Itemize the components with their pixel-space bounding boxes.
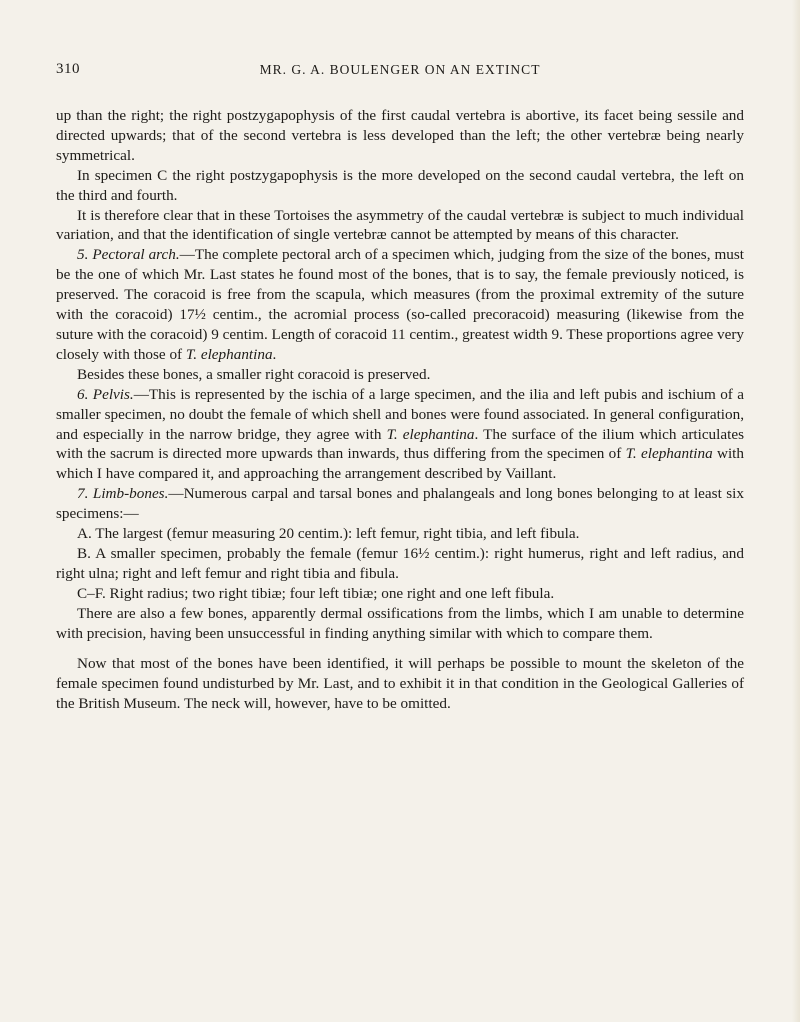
paragraph-dermal-ossifications: There are also a few bones, apparently dermal ossifications from the limbs, which I am unable to determine with precision, having been unsuccessful in finding anything similar with which to compare them. (56, 604, 744, 642)
list-item-a: A. The largest (femur measuring 20 centim.): left femur, right tibia, and left fibula. (77, 525, 580, 543)
page-body (56, 106, 744, 714)
species-name: T. elephantina (625, 445, 713, 463)
running-title: MR. G. A. BOULENGER ON AN EXTINCT (259, 62, 541, 77)
page-header (56, 61, 744, 83)
paragraph-coracoid: Besides these bones, a smaller right coracoid is preserved. (77, 365, 431, 383)
paragraph-specimen-c: In specimen C the right postzygapophysis is the more developed on the second caudal vertebra, the left on the third and fourth. (56, 166, 744, 204)
list-item-b: B. A smaller specimen, probably the female (femur 16½ centim.): right humerus, right and left radius, and right ulna; right and left femur and right tibia and fibula. (56, 544, 744, 582)
species-name: T. elephantina (185, 345, 273, 363)
section-heading-pelvis: 6. Pelvis. (77, 385, 134, 403)
paragraph-asymmetry: It is therefore clear that in these Tortoises the asymmetry of the caudal vertebræ is subject to much individual variation, and that the identification of single vertebræ cannot be attempted by means of this character. (56, 206, 744, 244)
paragraph-limb-bones: 7. Limb-bones.—Numerous carpal and tarsal bones and phalangeals and long bones belonging to at least six specimens:— (56, 485, 744, 523)
section-heading-limb-bones: 7. Limb-bones. (77, 485, 169, 503)
species-name: T. elephantina (386, 425, 475, 443)
paragraph-conclusion: Now that most of the bones have been identified, it will perhaps be possible to mount the skeleton of the female specimen found undisturbed by Mr. Last, and to exhibit it in that condition in the Geological Galleries of the British Museum. The neck will, however, have to be omitted. (56, 655, 744, 713)
paragraph-continuation: up than the right; the right postzygapophysis of the first caudal vertebra is abortive, its facet being sessile and directed upwards; that of the second vertebra is less developed than the left; the other vertebræ being nearly symmetrical. (56, 107, 744, 164)
list-item-c-f: C–F. Right radius; two right tibiæ; four left tibiæ; one right and one left fibula. (77, 584, 555, 602)
paragraph-pelvis: 6. Pelvis.—This is represented by the ischia of a large specimen, and the ilia and left pubis and ischium of a smaller specimen, no doubt the female of which shell and bones were found associated. In general configuration, and especially in the narrow bridge, they agree with T. elephantina. The surface of the ilium which articulates with the sacrum is directed more upwards than inwards, thus differing from the specimen of T. elephantina with which I have compared it, and approaching the arrangement described by Vaillant. (56, 385, 745, 483)
section-heading-pectoral: 5. Pectoral arch. (77, 246, 180, 264)
paragraph-pectoral-arch: 5. Pectoral arch.—The complete pectoral arch of a specimen which, judging from the size of the bones, must be the one of which Mr. Last states he found most of the bones, that is to say, the female previously noticed, is preserved. The coracoid is free from the scapula, which measures (from the proximal extremity of the suture with the coracoid) 17½ centim., the acromial process (so-called precoracoid) measuring (likewise from the suture with the coracoid) 9 centim. Length of coracoid 11 centim., greatest width 9. These proportions agree very closely with those of T. elephantina. (56, 246, 744, 363)
page-number: 310 (56, 61, 80, 77)
page-edge-shadow (792, 0, 800, 1022)
